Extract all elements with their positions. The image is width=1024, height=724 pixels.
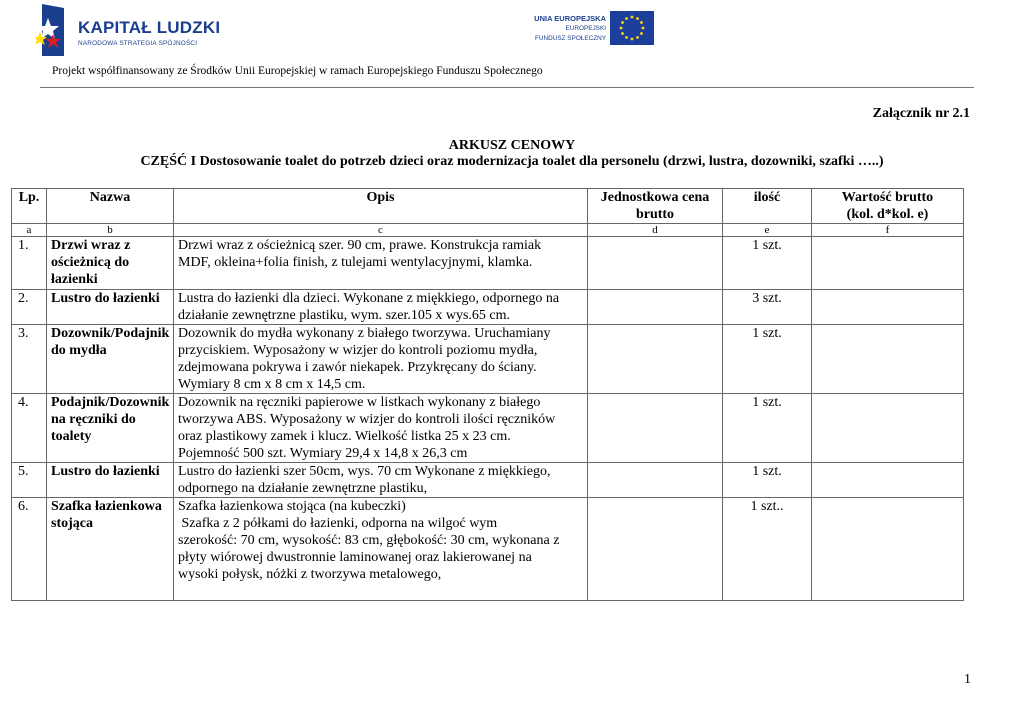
eu-logo-text [534,14,606,44]
row-ilosc: 1 szt. [723,394,812,463]
document-title: ARKUSZ CENOWY [448,138,576,153]
table-row [12,325,964,394]
header-wartosc [812,189,964,224]
row-ilosc: 3 szt. [723,290,812,325]
row-lp: 2. [12,290,47,325]
opis-line: Lustro do łazienki szer 50cm, wys. 70 cm Wykonane z miękkiego, [178,464,551,479]
opis-line: przyciskiem. Wyposażony w wizjer do kontroli poziomu mydła, [178,343,538,358]
row-lp: 5. [12,463,47,498]
row-ilosc: 1 szt. [723,325,812,394]
header-cena-line2: brutto [635,207,675,222]
row-nazwa: Szafka łazienkowa stojąca [47,498,174,601]
row-lp: 3. [12,325,47,394]
row-nazwa: Lustro do łazienki [47,290,174,325]
row-wartosc [812,290,964,325]
eu-logo-line1: UNIA EUROPEJSKA [534,14,606,23]
kapital-ludzki-star-icon [36,4,70,56]
opis-line: tworzywa ABS. Wyposażony w wizjer do kontroli ilości ręczników [178,412,556,427]
row-lp: 6. [12,498,47,601]
opis-line: Szafka łazienkowa stojąca (na kubeczki) [178,499,406,514]
kapital-ludzki-subtitle: NARODOWA STRATEGIA SPÓJNOŚCI [78,40,198,47]
opis-line: odpornego na działanie zewnętrzne plastiku, [178,481,428,496]
row-cena [588,290,723,325]
row-cena [588,394,723,463]
row-wartosc [812,237,964,290]
opis-line: płyty wiórowej dwustronnie laminowanej oraz lakierowanej na [178,550,532,565]
opis-line: Lustra do łazienki dla dzieci. Wykonane z miękkiego, odpornego na [178,291,560,306]
project-funding-line: Projekt współfinansowany ze Środków Unii Europejskiej w ramach Europejskiego Funduszu Społecznego [52,65,543,77]
opis-line: MDF, okleina+folia finish, z tulejami wentylacyjnymi, klamka. [178,255,533,270]
document-subtitle: CZĘŚĆ I Dostosowanie toalet do potrzeb dzieci oraz modernizacja toalet dla personelu (drzwi, lustra, dozowniki, szafki …..) [140,154,884,169]
opis-line: oraz plastikowy zamek i klucz. Wielkość listka 25 x 23 cm. [178,429,511,444]
row-opis [174,290,588,325]
opis-line: Dozownik na ręczniki papierowe w listkach wykonany z białego [178,395,541,410]
row-opis [174,325,588,394]
eu-logo-line3: FUNDUSZ SPOŁECZNY [534,35,606,42]
row-nazwa: Dozownik/Podajnik do mydła [47,325,174,394]
column-letter-row [12,224,964,237]
row-wartosc [812,463,964,498]
table-row [12,290,964,325]
row-ilosc: 1 szt. [723,237,812,290]
row-opis [174,394,588,463]
row-opis [174,463,588,498]
attachment-label: Załącznik nr 2.1 [872,106,970,121]
opis-line: Dozownik do mydła wykonany z białego tworzywa. Uruchamiany [178,326,551,341]
row-ilosc: 1 szt. [723,463,812,498]
page-number: 1 [964,672,971,687]
row-opis [174,498,588,601]
column-letter: b [47,224,174,237]
table-row [12,498,964,601]
table-row [12,394,964,463]
header-lp: Lp. [12,189,47,224]
opis-line: wysoki połysk, nóżki z tworzywa metalowego, [178,567,442,582]
table-row [12,237,964,290]
column-letter: d [588,224,723,237]
row-nazwa: Lustro do łazienki [47,463,174,498]
header-cena-line1: Jednostkowa cena [600,190,710,205]
kapital-ludzki-name: KAPITAŁ LUDZKI [78,18,221,37]
row-ilosc: 1 szt.. [723,498,812,601]
table-row [12,463,964,498]
row-opis [174,237,588,290]
opis-line: działanie zewnętrzne plastiku, wym. szer.105 x wys.65 cm. [178,308,511,323]
header-wartosc-line2: (kol. d*kol. e) [846,207,929,222]
row-cena [588,463,723,498]
column-letter: a [12,224,47,237]
row-cena [588,325,723,394]
row-cena [588,498,723,601]
opis-line: szerokość: 70 cm, wysokość: 83 cm, głębokość: 30 cm, wykonana z [178,533,560,548]
column-letter: f [812,224,964,237]
eu-logo-line2: EUROPEJSKI [565,25,606,32]
opis-line: Wymiary 8 cm x 8 cm x 14,5 cm. [178,377,366,392]
opis-line: zdejmowana pokrywa i zawór niekapek. Przykręcany do ściany. [178,360,537,375]
row-lp: 4. [12,394,47,463]
eu-flag-icon [610,11,654,45]
opis-line: Drzwi wraz z ościeżnicą szer. 90 cm, prawe. Konstrukcja ramiak [178,238,542,253]
eu-fund-logo [512,4,664,56]
header-divider [40,87,974,88]
row-wartosc [812,394,964,463]
row-cena [588,237,723,290]
header-ilosc: ilość [723,189,812,224]
price-table [11,188,964,601]
kapital-ludzki-logo [36,4,221,60]
row-nazwa: Drzwi wraz z ościeżnicą do łazienki [47,237,174,290]
column-letter: c [174,224,588,237]
opis-line: Pojemność 500 szt. Wymiary 29,4 x 14,8 x 26,3 cm [178,446,468,461]
opis-line: Szafka z 2 półkami do łazienki, odporna na wilgoć wym [178,516,498,531]
row-wartosc [812,498,964,601]
row-lp: 1. [12,237,47,290]
header-cena [588,189,723,224]
column-letter: e [723,224,812,237]
row-nazwa: Podajnik/Dozownik na ręczniki do toalety [47,394,174,463]
header-nazwa: Nazwa [47,189,174,224]
header-wartosc-line1: Wartość brutto [841,190,934,205]
table-header-row [12,189,964,224]
header-opis: Opis [174,189,588,224]
row-wartosc [812,325,964,394]
